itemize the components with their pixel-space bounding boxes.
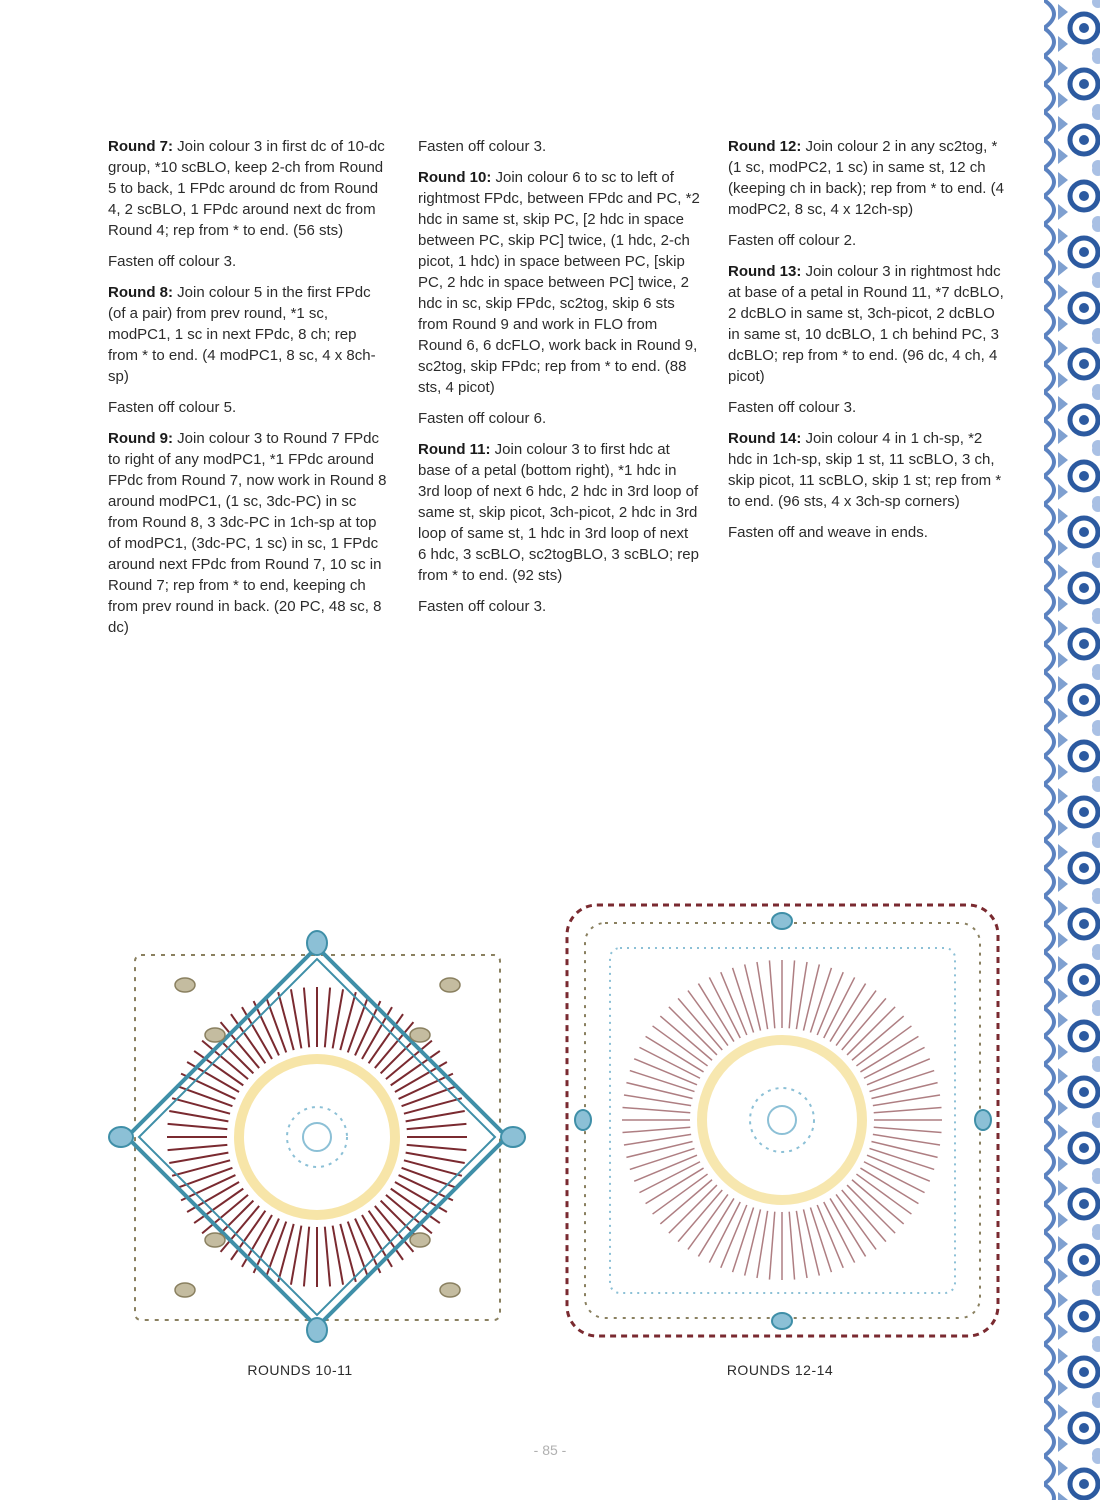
- stitch-ray: [622, 1127, 690, 1132]
- stitch-ray: [852, 1016, 904, 1060]
- petal-stitch: [440, 978, 460, 992]
- stitch-ray: [745, 1209, 761, 1275]
- instruction-paragraph: [418, 596, 700, 617]
- stitch-ray: [172, 1160, 230, 1176]
- decorative-tile-border: [1044, 0, 1100, 1500]
- instruction-paragraph: [108, 428, 390, 638]
- instruction-text: Fasten off colour 5.: [108, 399, 237, 416]
- stitch-ray: [266, 996, 287, 1052]
- caption-rounds-12-14: ROUNDS 12-14: [726, 1362, 834, 1378]
- stitch-ray: [172, 1098, 230, 1114]
- stitch-ray: [869, 1148, 934, 1169]
- round-label: Round 12:: [728, 138, 802, 155]
- chart2-center-motif: [750, 1088, 814, 1152]
- stitch-ray: [176, 1086, 232, 1107]
- instruction-text: Join colour 5 in the first FPdc (of a pair) from prev round, *1 sc, modPC1, 1 sc in next FPdc, 8 ch; rep from * to end. (4 modPC1, 8 sc, 4 x 8ch-sp): [108, 284, 376, 385]
- petal-stitch: [410, 1233, 430, 1247]
- stitch-ray: [348, 996, 369, 1052]
- instruction-paragraph: [418, 408, 700, 429]
- stitch-ray: [626, 1083, 692, 1099]
- stitch-ray: [847, 1007, 895, 1055]
- stitch-ray: [757, 962, 768, 1029]
- stitch-ray: [630, 1071, 695, 1092]
- stitch-ray: [789, 1212, 794, 1280]
- instruction-text: Fasten off colour 3.: [418, 138, 547, 155]
- text-column-2: [418, 136, 700, 627]
- stitch-ray: [168, 1124, 228, 1129]
- instruction-text: Fasten off colour 3.: [418, 598, 547, 615]
- stitch-ray: [803, 1209, 819, 1275]
- round-label: Round 7:: [108, 138, 173, 155]
- stitch-ray: [624, 1095, 691, 1106]
- petal-stitch: [440, 1283, 460, 1297]
- stitch-ray: [842, 998, 886, 1050]
- stitch-ray: [810, 968, 831, 1033]
- stitch-ray: [803, 964, 819, 1030]
- stitch-ray: [796, 1211, 807, 1278]
- instruction-paragraph: [418, 439, 700, 586]
- stitch-ray: [796, 962, 807, 1029]
- instruction-text: Join colour 4 in 1 ch-sp, *2 hdc in 1ch-sp, skip 1 st, 11 scBLO, 3 ch, skip picot, 11 scBLO, skip 1 st; rep from * to end. (96 sts, 4 x 3ch-sp corners): [728, 430, 1002, 510]
- instruction-paragraph: [728, 428, 1008, 512]
- stitch-ray: [660, 1016, 712, 1060]
- stitch-ray: [304, 988, 309, 1048]
- stitch-ray: [333, 989, 343, 1048]
- stitch-ray: [624, 1134, 691, 1145]
- stitch-ray: [842, 1190, 886, 1242]
- stitch-ray: [669, 1185, 717, 1233]
- stitch-ray: [626, 1141, 692, 1157]
- stitch-ray: [769, 1212, 774, 1280]
- instruction-text: Fasten off colour 3.: [108, 253, 237, 270]
- instruction-text: Fasten off and weave in ends.: [728, 524, 928, 541]
- stitch-ray: [278, 992, 294, 1050]
- instruction-paragraph: [728, 261, 1008, 387]
- instruction-text: Join colour 3 in rightmost hdc at base of a petal in Round 11, *7 dcBLO, 2 dcBLO in same st, 3ch-picot, 2 dcBLO in same st, 10 dcBLO, 1 ch behind PC, 3 dcBLO; rep from * to end. (96 dc, 4 ch, 4 picot): [728, 263, 1004, 385]
- stitch-ray: [348, 1222, 369, 1278]
- instruction-paragraph: [418, 167, 700, 398]
- petal-stitch: [175, 1283, 195, 1297]
- stitch-ray: [333, 1226, 343, 1285]
- round-label: Round 10:: [418, 169, 492, 186]
- petal-stitch: [205, 1028, 225, 1042]
- instruction-text: Join colour 2 in any sc2tog, *(1 sc, modPC2, 1 sc) in same st, 12 ch (keeping ch in back); rep from * to end. (4 modPC2, 8 sc, 4 x 12ch-sp): [728, 138, 1004, 218]
- stitch-ray: [871, 1141, 937, 1157]
- instruction-paragraph: [728, 230, 1008, 251]
- text-column-3: [728, 136, 1008, 553]
- stitch-ray: [733, 1207, 754, 1272]
- petal-stitch: [410, 1028, 430, 1042]
- stitch-ray: [745, 964, 761, 1030]
- stitch-ray: [406, 1153, 465, 1163]
- instruction-paragraph: [418, 136, 700, 157]
- stitch-ray: [873, 1095, 940, 1106]
- stitch-ray: [871, 1083, 937, 1099]
- stitch-ray: [406, 1111, 465, 1121]
- instruction-paragraph: [108, 282, 390, 387]
- chart1-yellow-center-ring: [239, 1059, 395, 1215]
- stitch-ray: [168, 1145, 228, 1150]
- instruction-text: Fasten off colour 6.: [418, 410, 547, 427]
- round-label: Round 9:: [108, 430, 173, 447]
- crochet-chart-rounds-10-11: [105, 925, 530, 1350]
- instruction-paragraph: [108, 397, 390, 418]
- stitch-ray: [404, 1098, 462, 1114]
- stitch-ray: [340, 992, 356, 1050]
- caption-rounds-10-11: ROUNDS 10-11: [247, 1362, 353, 1378]
- petal-stitch: [175, 978, 195, 992]
- stitch-ray: [847, 1185, 895, 1233]
- stitch-ray: [291, 1226, 301, 1285]
- stitch-ray: [169, 1111, 228, 1121]
- stitch-ray: [874, 1107, 942, 1112]
- stitch-ray: [789, 960, 794, 1028]
- instruction-paragraph: [728, 397, 1008, 418]
- text-column-1: [108, 136, 390, 648]
- stitch-ray: [869, 1071, 934, 1092]
- stitch-ray: [874, 1127, 942, 1132]
- stitch-ray: [404, 1160, 462, 1176]
- stitch-ray: [340, 1224, 356, 1282]
- instruction-paragraph: [108, 251, 390, 272]
- stitch-ray: [733, 968, 754, 1033]
- chart2-corner-picots: [575, 913, 991, 1329]
- stitch-ray: [325, 1227, 330, 1287]
- instruction-text: Fasten off colour 2.: [728, 232, 857, 249]
- stitch-ray: [873, 1134, 940, 1145]
- stitch-ray: [291, 989, 301, 1048]
- stitch-ray: [407, 1145, 467, 1150]
- stitch-ray: [660, 1180, 712, 1224]
- stitch-ray: [622, 1107, 690, 1112]
- instruction-paragraph: [728, 522, 1008, 543]
- petal-stitch: [205, 1233, 225, 1247]
- stitch-ray: [402, 1086, 458, 1107]
- instruction-text: Join colour 3 to first hdc at base of a petal (bottom right), *1 hdc in 3rd loop of next 6 hdc, 2 hdc in 3rd loop of same st, skip picot, 3ch-picot, 2 hdc in 3rd loop of same st, 1 hdc in 3rd loop of next 6 hdc, 3 scBLO, sc2togBLO, 3 scBLO; rep from * to end. (92 sts): [418, 441, 699, 584]
- instruction-text: Join colour 6 to sc to left of rightmost FPdc, between FPdc and PC, *2 hdc in same st, skip PC, [2 hdc in space between PC, skip PC] twice, (1 hdc, 2-ch picot, 1 hdc) in space between PC, [skip PC, 2 hdc in space between PC] twice, 2 hdc in sc, skip FPdc, sc2tog, skip 6 sts from Round 9 and work in FLO from Round 6, 6 dcFLO, work back in Round 9, sc2tog, skip FPdc; rep from * to end. (88 sts, 4 picot): [418, 169, 700, 396]
- stitch-ray: [678, 1190, 722, 1242]
- stitch-ray: [176, 1168, 232, 1189]
- instruction-text: Join colour 3 to Round 7 FPdc to right of any modPC1, *1 FPdc around FPdc from Round 7, now work in Round 8 around modPC1, (1 sc, 3dc-PC) in sc from Round 8, 3 3dc-PC in 1ch-sp at top of modPC1, (3dc-PC, 1 sc) in sc, 1 FPdc around next FPdc from Round 7, 10 sc in Round 7; rep from * to end, keeping ch from prev round in back. (20 PC, 48 sc, 8 dc): [108, 430, 387, 636]
- stitch-ray: [169, 1153, 228, 1163]
- chart2-yellow-center-ring: [702, 1040, 862, 1200]
- round-label: Round 14:: [728, 430, 802, 447]
- round-label: Round 8:: [108, 284, 173, 301]
- stitch-ray: [402, 1168, 458, 1189]
- stitch-ray: [630, 1148, 695, 1169]
- stitch-ray: [852, 1180, 904, 1224]
- stitch-ray: [757, 1211, 768, 1278]
- chart2-maroon-rays: [622, 960, 942, 1280]
- stitch-ray: [266, 1222, 287, 1278]
- stitch-ray: [304, 1227, 309, 1287]
- chart1-center-motif: [287, 1107, 347, 1167]
- instruction-paragraph: [108, 136, 390, 241]
- stitch-ray: [678, 998, 722, 1050]
- page-number: - 85 -: [533, 1442, 567, 1458]
- stitch-ray: [407, 1124, 467, 1129]
- round-label: Round 13:: [728, 263, 802, 280]
- stitch-ray: [325, 988, 330, 1048]
- instruction-paragraph: [728, 136, 1008, 220]
- instruction-text: Fasten off colour 3.: [728, 399, 857, 416]
- stitch-ray: [278, 1224, 294, 1282]
- stitch-ray: [810, 1207, 831, 1272]
- instruction-text: Join colour 3 in first dc of 10-dc group, *10 scBLO, keep 2-ch from Round 5 to back, 1 FPdc around dc from Round 4, 2 scBLO, 1 FPdc around next dc from Round 4; rep from * to end. (56 sts): [108, 138, 385, 239]
- stitch-ray: [769, 960, 774, 1028]
- round-label: Round 11:: [418, 441, 491, 458]
- stitch-ray: [669, 1007, 717, 1055]
- crochet-chart-rounds-12-14: [555, 893, 1010, 1348]
